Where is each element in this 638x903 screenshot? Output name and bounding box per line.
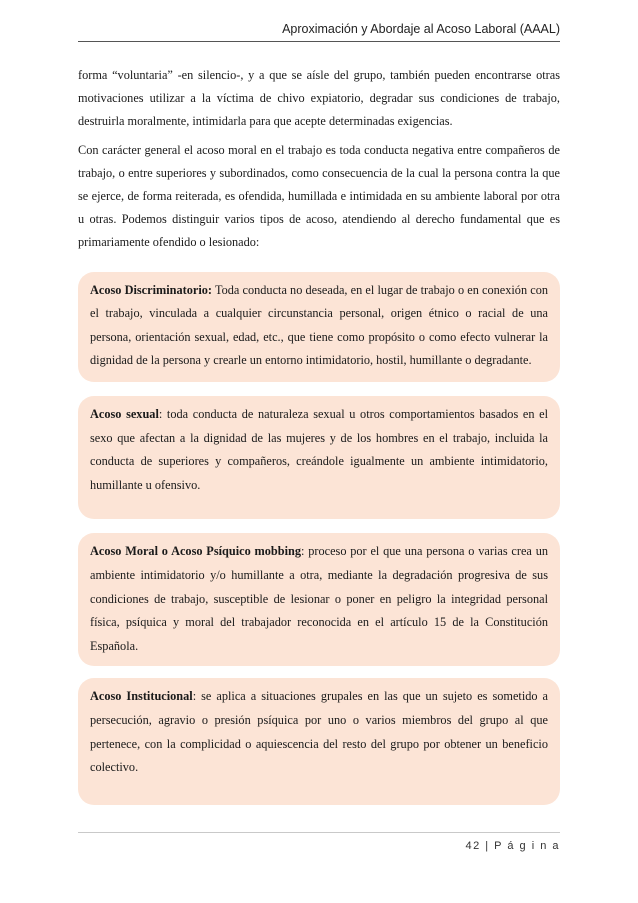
- definition-box-moral: [78, 533, 560, 666]
- definition-term: Acoso Institucional: [90, 689, 193, 704]
- header-divider: [78, 41, 560, 42]
- definition-text: Toda conducta no deseada, en el lugar de trabajo o en conexión con el trabajo, vinculada a cualquier circunstancia personal, origen étnico o racial de una persona, orientación sexual, edad, etc., que tiene como propósito o como efecto vulnerar la dignidad de la persona y crearle un entorno intimidatorio, hostil, humillante o degradante.: [90, 282, 549, 368]
- body-paragraph: forma “voluntaria” -en silencio-, y a que se aísle del grupo, también pueden encontrarse otras motivaciones utilizar a la víctima de chivo expiatorio, degradar sus condiciones de trabajo, destruirla moralmente, intimidarla para que acepte determinadas exigencias.: [78, 68, 560, 129]
- definition-term: Acoso Moral o Acoso Psíquico mobbing: [90, 544, 301, 559]
- body-paragraph: Con carácter general el acoso moral en el trabajo es toda conducta negativa entre compañeros de trabajo, o entre superiores y subordinados, como consecuencia de la cual la persona contra la que se ejerce, de forma reiterada, es ofendida, humillada e intimidada en su ambiente laboral por otra u otras. Podemos distinguir varios tipos de acoso, atendiendo al derecho fundamental que es primariamente ofendido o lesionado:: [78, 142, 560, 250]
- footer-divider: [78, 832, 560, 833]
- definition-text: : proceso por el que una persona o varias crea un ambiente intimidatorio y/o humillante a otra, mediante la degradación progresiva de sus condiciones de trabajo, susceptible de lesionar o poner en peligro la integridad personal física, psíquica y moral del trabajador reconocida en el artículo 15 de la Constitución Española.: [90, 544, 548, 653]
- definition-text: : toda conducta de naturaleza sexual u otros comportamientos basados en el sexo que afectan a la dignidad de las mujeres y de los hombres en el trabajo, incluida la conducta de superiores y compañeros, creándole igualmente un ambiente intimidatorio, humillante u ofensivo.: [90, 407, 549, 492]
- definition-term: Acoso Discriminatorio:: [90, 282, 213, 297]
- page-header-title: Aproximación y Abordaje al Acoso Laboral (AAAL): [282, 22, 560, 36]
- definition-text: : se aplica a situaciones grupales en las que un sujeto es sometido a persecución, agravio o presión psíquica por uno o varios miembros del grupo al que pertenece, con la complicidad o aquiescencia del resto del grupo por obtener un beneficio colectivo.: [90, 689, 549, 775]
- page-number: 42 | P á g i n a: [465, 840, 560, 852]
- definition-term: Acoso sexual: [90, 407, 159, 421]
- definition-box-sexual: [78, 396, 560, 519]
- definition-box-discriminatorio: [78, 272, 560, 382]
- definition-box-institucional: [78, 678, 560, 804]
- page-content: [78, 64, 560, 805]
